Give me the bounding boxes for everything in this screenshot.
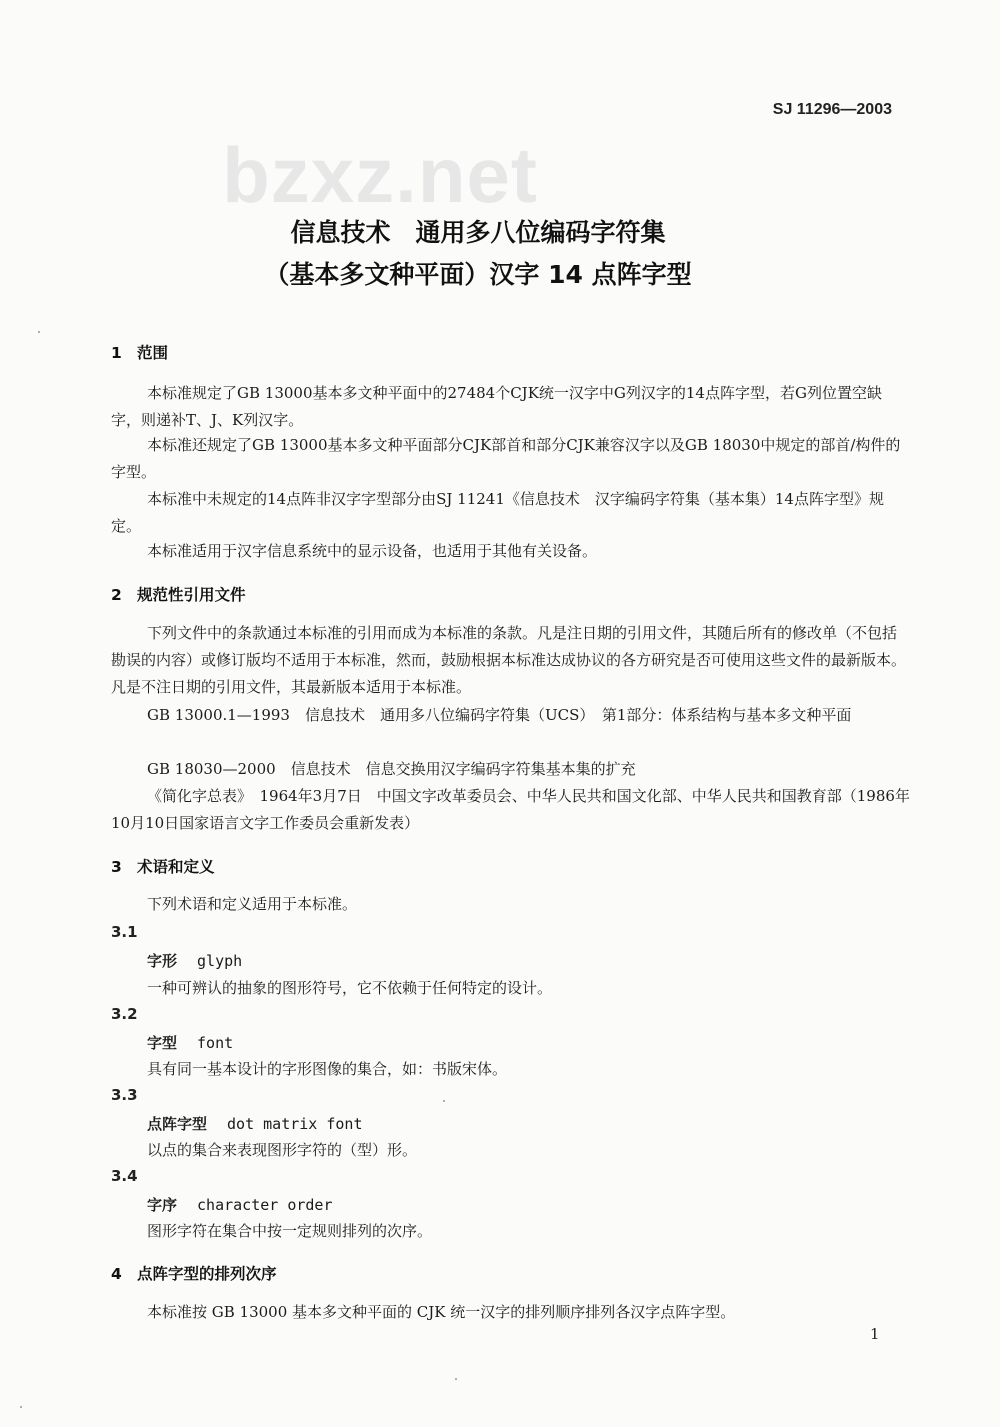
document-title-line-1: 信息技术 通用多八位编码字符集 (290, 218, 666, 247)
paragraph: 本标准适用于汉字信息系统中的显示设备，也适用于其他有关设备。 (147, 542, 598, 560)
section-title: 点阵字型的排列次序 (137, 1265, 277, 1283)
reference-item: GB 13000.1—1993 信息技术 通用多八位编码字符集（UCS） 第1部分：体系结构与基本多文种平面 (147, 706, 852, 724)
term-definition: 图形字符在集合中按一定规则排列的次序。 (147, 1222, 433, 1240)
term-entry (147, 950, 242, 971)
term-definition: 以点的集合来表现图形字符的（型）形。 (147, 1141, 418, 1159)
watermark: bzxz.net (222, 131, 538, 219)
term-entry (147, 1032, 233, 1053)
section-3-heading (111, 855, 215, 877)
section-number: 4 (111, 1265, 122, 1283)
scan-speck (38, 331, 40, 333)
term-english: font (197, 1034, 234, 1052)
paragraph: 本标准中未规定的14点阵非汉字字型部分由SJ 11241《信息技术 汉字编码字符集（基本集）14点阵字型》规定。 (111, 490, 884, 535)
page-number: 1 (870, 1325, 880, 1343)
scan-speck (20, 1406, 22, 1408)
paragraph: 本标准规定了GB 13000基本多文种平面中的27484个CJK统一汉字中G列汉字的14点阵字型，若G列位置空缺字，则递补T、J、K列汉字。 (111, 384, 882, 429)
section-4-heading (111, 1262, 277, 1284)
clause-number: 3.4 (111, 1167, 138, 1185)
paragraph: 本标准按 GB 13000 基本多文种平面的 CJK 统一汉字的排列顺序排列各汉字点阵字型。 (147, 1303, 736, 1321)
paragraph: 本标准还规定了GB 13000基本多文种平面部分CJK部首和部分CJK兼容汉字以及GB 18030中规定的部首/构件的字型。 (111, 436, 901, 481)
term-entry (147, 1194, 332, 1215)
term-chinese: 点阵字型 (147, 1115, 208, 1133)
standard-number: SJ 11296—2003 (772, 101, 892, 118)
term-english: dot matrix font (227, 1115, 363, 1133)
term-english: glyph (197, 952, 243, 970)
document-title-line-2: （基本多文种平面）汉字 14 点阵字型 (264, 260, 692, 289)
clause-number: 3.3 (111, 1086, 138, 1104)
term-definition: 一种可辨认的抽象的图形符号，它不依赖于任何特定的设计。 (147, 979, 553, 997)
section-number: 3 (111, 858, 122, 876)
section-1-heading (111, 341, 168, 363)
clause-number: 3.1 (111, 923, 138, 941)
scan-speck (443, 1100, 445, 1102)
paragraph: 下列文件中的条款通过本标准的引用而成为本标准的条款。凡是注日期的引用文件，其随后所有的修改单（不包括勘误的内容）或修订版均不适用于本标准，然而，鼓励根据本标准达成协议的各方研究是否可使用这些文件的最新版本。凡是不注日期的引用文件，其最新版本适用于本标准。 (111, 624, 907, 696)
clause-number: 3.2 (111, 1005, 138, 1023)
term-english: character order (197, 1196, 333, 1214)
term-chinese: 字形 (147, 952, 178, 970)
section-number: 2 (111, 586, 122, 604)
term-definition: 具有同一基本设计的字形图像的集合，如：书版宋体。 (147, 1060, 508, 1078)
section-number: 1 (111, 344, 122, 362)
reference-item: GB 18030—2000 信息技术 信息交换用汉字编码字符集基本集的扩充 (147, 760, 636, 778)
term-chinese: 字序 (147, 1196, 178, 1214)
reference-item: 《简化字总表》 1964年3月7日 中国文字改革委员会、中华人民共和国文化部、中华人民共和国教育部（1986年10月10日国家语言文字工作委员会重新发表） (111, 787, 910, 832)
section-title: 规范性引用文件 (137, 586, 246, 604)
scan-speck (455, 1378, 457, 1380)
paragraph: 下列术语和定义适用于本标准。 (147, 895, 358, 913)
term-entry (147, 1113, 362, 1134)
section-title: 术语和定义 (137, 858, 215, 876)
term-chinese: 字型 (147, 1034, 178, 1052)
section-2-heading (111, 583, 246, 605)
section-title: 范围 (137, 344, 169, 362)
